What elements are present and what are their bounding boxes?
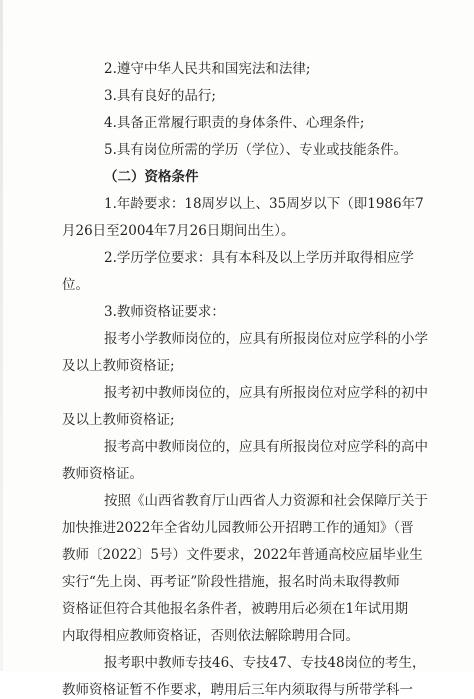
- text-line: 教师〔2022〕5号）文件要求，2022年普通高校应届毕业生: [62, 547, 423, 563]
- text-line: 教师资格证。: [62, 466, 143, 482]
- section-heading: （二）资格条件: [104, 169, 199, 185]
- text-line: 内取得相应教师资格证，否则依法解除聘用合同。: [62, 628, 359, 644]
- text-line: 加快推进2022年全省幼儿园教师公开招聘工作的通知》（晋: [62, 520, 414, 536]
- text-line: 及以上教师资格证;: [62, 412, 175, 428]
- text-line: 报考初中教师岗位的，应具有所报岗位对应学科的初中: [104, 385, 428, 401]
- text-line: 5.具有岗位所需的学历（学位）、专业或技能条件。: [104, 142, 408, 158]
- text-line: 报考职中教师专技46、专技47、专技48岗位的考生，: [104, 655, 426, 671]
- text-line: 3.教师资格证要求：: [104, 304, 225, 320]
- text-line: 3.具有良好的品行;: [104, 88, 216, 104]
- text-line: 按照《山西省教育厅山西省人力资源和社会保障厅关于: [104, 493, 428, 509]
- text-line: 教师资格证暂不作要求，聘用后三年内须取得与所带学科一: [62, 682, 413, 698]
- text-line: 2.遵守中华人民共和国宪法和法律;: [104, 61, 311, 77]
- text-line: 实行“先上岗、再考证”阶段性措施，报名时尚未取得教师: [62, 574, 400, 590]
- text-line: 2.学历学位要求：具有本科及以上学历并取得相应学: [104, 250, 414, 266]
- scan-edge: [0, 0, 3, 671]
- text-line: 报考高中教师岗位的，应具有所报岗位对应学科的高中: [104, 439, 428, 455]
- text-line: 及以上教师资格证;: [62, 358, 175, 374]
- text-line: 月26日至2004年7月26日期间出生）。: [62, 223, 295, 239]
- text-line: 资格证但符合其他报名条件者，被聘用后必须在1年试用期: [62, 601, 409, 617]
- text-line: 位。: [62, 277, 89, 293]
- text-line: 4.具备正常履行职责的身体条件、心理条件;: [104, 115, 365, 131]
- text-line: 1.年龄要求：18周岁以上、35周岁以下（即1986年7: [104, 196, 424, 212]
- text-line: 报考小学教师岗位的，应具有所报岗位对应学科的小学: [104, 331, 428, 347]
